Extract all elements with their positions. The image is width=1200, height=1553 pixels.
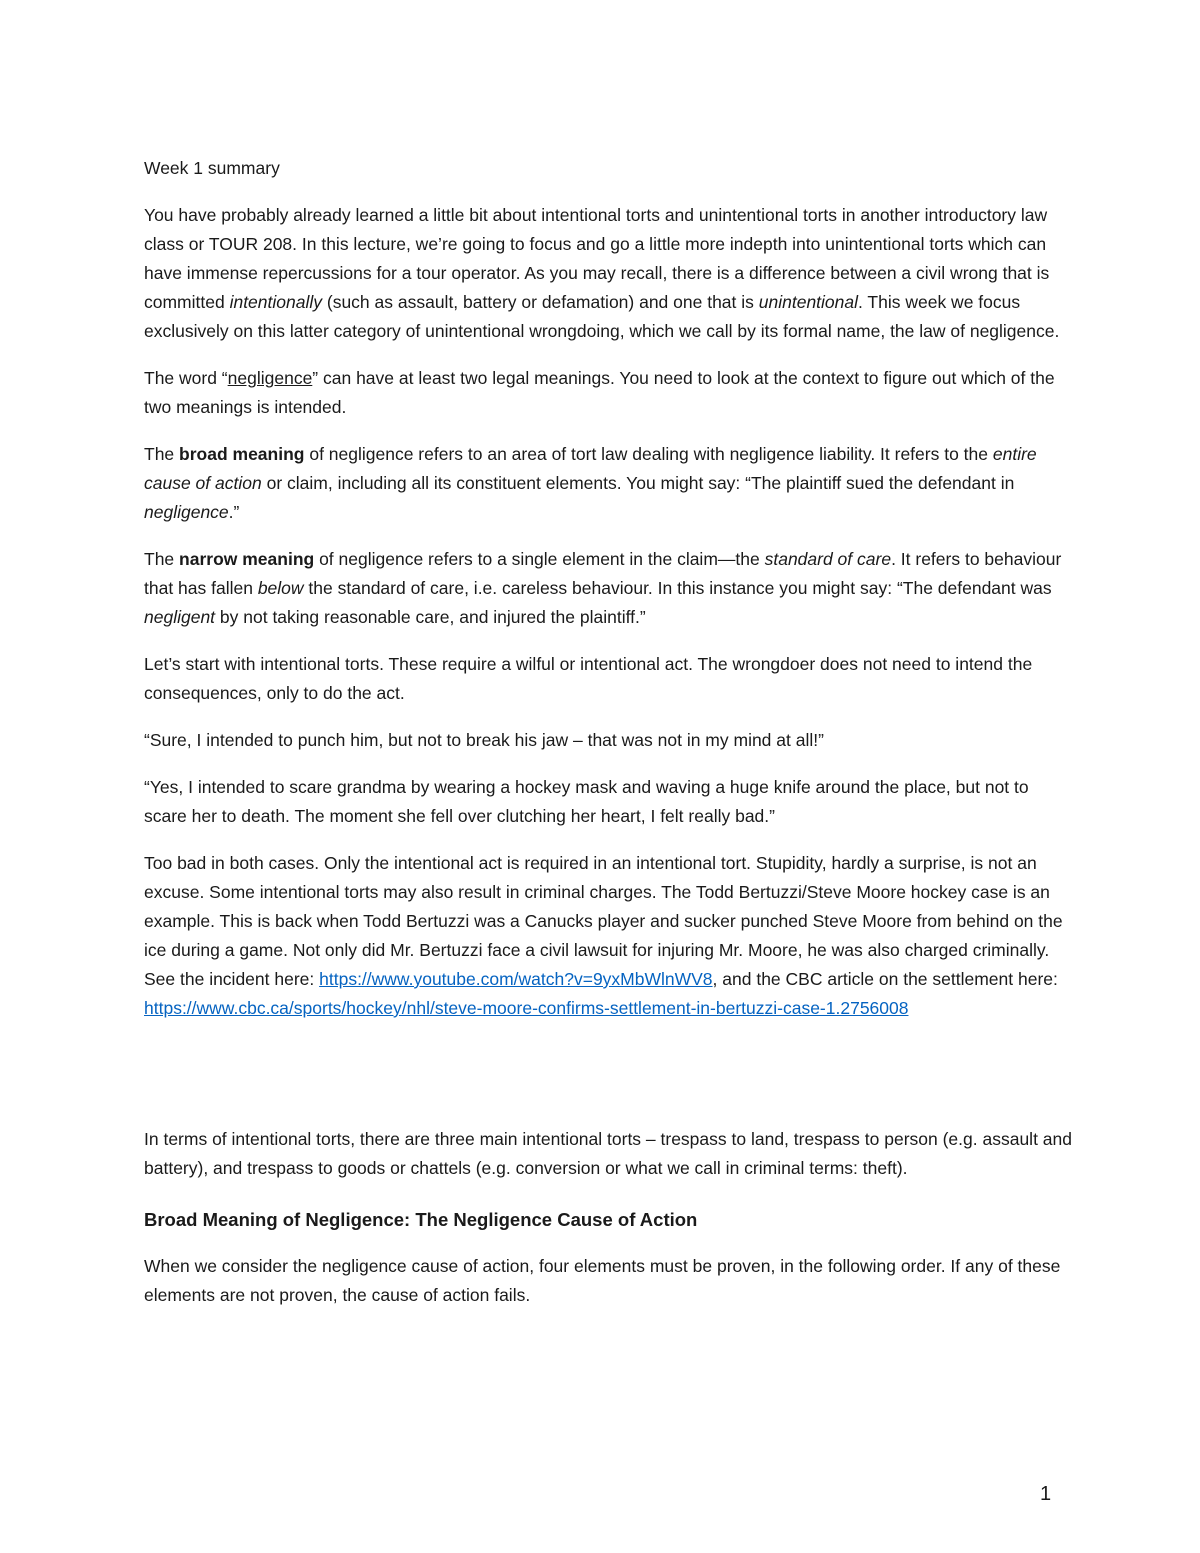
- italic-run: negligence: [144, 502, 229, 522]
- text-run: You have probably already learned a little bit about intentional torts and unintentional torts in another introductory law class or TOUR 208. In this lecture, we’re going to focus and go a little more indepth into unintentional torts which can have immense repercussions for a tour operator. As you may recall, there is a difference between a civil wrong that is committed: [144, 205, 1050, 312]
- text-run: by not taking reasonable care, and injured the plaintiff.”: [215, 607, 646, 627]
- paragraph-intro: [144, 201, 1074, 346]
- underlined-run: negligence: [227, 368, 313, 388]
- document-body: [144, 154, 1074, 1310]
- italic-run: entire cause of action: [144, 444, 1037, 493]
- text-run: . This week we focus exclusively on this latter category of unintentional wrongdoing, which we call by its formal name, the law of negligence.: [144, 292, 1060, 341]
- text-run: ” can have at least two legal meanings. You need to look at the context to figure out which of the two meanings is intended.: [144, 368, 1055, 417]
- paragraph-four-elements: When we consider the negligence cause of action, four elements must be proven, in the following order. If any of these elements are not proven, the cause of action fails.: [144, 1256, 1061, 1305]
- paragraph-word-negligence: [144, 364, 1074, 422]
- text-run: , and the CBC article on the settlement here:: [712, 969, 1058, 989]
- text-run: The word “: [144, 368, 228, 388]
- italic-run: negligent: [144, 607, 216, 627]
- paragraph-bertuzzi-case: [144, 849, 1074, 1023]
- page-number: 1: [1040, 1483, 1052, 1505]
- bold-run: narrow meaning: [179, 549, 315, 569]
- text-run: The: [144, 549, 180, 569]
- text-run: of negligence refers to an area of tort law dealing with negligence liability. It refers to the: [304, 444, 993, 464]
- paragraph-broad-meaning: [144, 440, 1074, 527]
- text-run: .”: [228, 502, 240, 522]
- blank-space: [144, 1023, 1074, 1125]
- document-title: Week 1 summary: [144, 158, 280, 178]
- paragraph-three-torts: In terms of intentional torts, there are three main intentional torts – trespass to land, trespass to person (e.g. assault and battery), and trespass to goods or chattels (e.g. conversion or what we call in criminal terms: theft).: [144, 1129, 1072, 1178]
- text-run: The: [144, 444, 180, 464]
- bold-run: broad meaning: [179, 444, 305, 464]
- text-run: the standard of care, i.e. careless behaviour. In this instance you might say: “The defendant was: [303, 578, 1052, 598]
- italic-run: standard of care: [764, 549, 892, 569]
- italic-run: intentionally: [229, 292, 322, 312]
- text-run: or claim, including all its constituent elements. You might say: “The plaintiff sued the defendant in: [261, 473, 1015, 493]
- section-heading: Broad Meaning of Negligence: The Negligence Cause of Action: [144, 1209, 698, 1230]
- text-run: (such as assault, battery or defamation) and one that is: [322, 292, 759, 312]
- text-run: . It refers to behaviour that has fallen: [144, 549, 1062, 598]
- italic-run: unintentional: [758, 292, 859, 312]
- paragraph-intentional-torts: Let’s start with intentional torts. These require a wilful or intentional act. The wrongdoer does not need to intend the consequences, only to do the act.: [144, 654, 1033, 703]
- quote-punch: “Sure, I intended to punch him, but not to break his jaw – that was not in my mind at all!”: [144, 730, 824, 750]
- text-run: of negligence refers to a single element in the claim—the: [314, 549, 765, 569]
- italic-run: below: [257, 578, 304, 598]
- quote-grandma: “Yes, I intended to scare grandma by wearing a hockey mask and waving a huge knife around the place, but not to scare her to death. The moment she fell over clutching her heart, I felt really bad.”: [144, 777, 1029, 826]
- paragraph-narrow-meaning: [144, 545, 1074, 632]
- text-run: Too bad in both cases. Only the intentional act is required in an intentional tort. Stupidity, hardly a surprise, is not an excuse. Some intentional torts may also result in criminal charges. The Todd Bertuzzi/Steve Moore hockey case is an example. This is back when Todd Bertuzzi was a Canucks player and sucker punched Steve Moore from behind on the ice during a game. Not only did Mr. Bertuzzi face a civil lawsuit for injuring Mr. Moore, he was also charged criminally. See the incident here:: [144, 853, 1063, 989]
- cbc-article-link[interactable]: https://www.cbc.ca/sports/hockey/nhl/steve-moore-confirms-settlement-in-bertuzzi-case-1.2756008: [144, 998, 909, 1018]
- youtube-link[interactable]: https://www.youtube.com/watch?v=9yxMbWlnWV8: [319, 969, 713, 989]
